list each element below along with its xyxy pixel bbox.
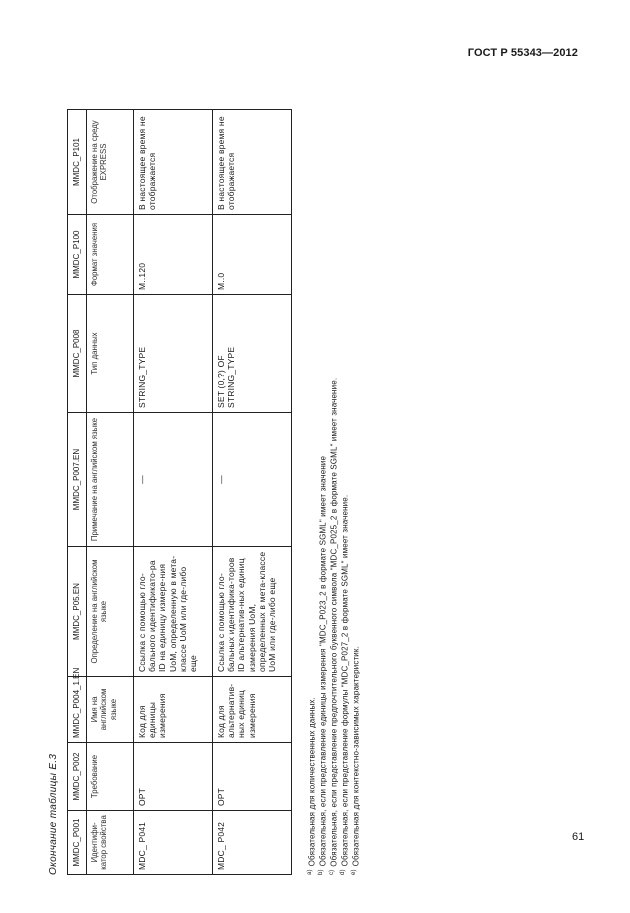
table-row [134,110,213,875]
code-cell: MMDC_P008 [68,295,87,413]
code-cell: MMDC_P002 [68,743,87,811]
table-footnotes [305,110,360,875]
table-cell: В настоящее время не отображается [213,110,292,215]
code-cell: MMDC_P101 [68,110,87,215]
table-cell: Код для единицы измерения [134,677,213,743]
header-cell: Примечание на английском языке [87,413,134,547]
code-row [68,110,87,875]
rotated-table-block [45,110,385,875]
table-cell: Ссылка с помощью гло-бального идентификато-ра ID на единицу измере-ния UoM, определенную в мета-классе UoM или где-либо еще [134,547,213,677]
code-cell: MMDC_P007.EN [68,413,87,547]
code-cell: MMDC_P05.EN [68,547,87,677]
header-cell: Отображение на среду EXPRESS [87,110,134,215]
table-cell: M..0 [213,215,292,295]
footnote: $^{c)}$Обязательная, если представление предпочтительного буквенного символа "MDC_P025_2 в формате SGML" имеет значение. [329,377,339,875]
table-cell: MDC_ P041 [134,811,213,875]
header-cell: Тип данных [87,295,134,413]
table-cell: STRING_TYPE [134,295,213,413]
footnote: $^{e)}$Обязательная для контекстно-зависимых характеристик. [351,646,361,875]
standard-number: ГОСТ Р 55343—2012 [467,47,578,59]
header-cell: Определение на английском языке [87,547,134,677]
table-cell: Код для альтернатив-ных единиц измерения [213,677,292,743]
header-row [87,110,134,875]
table-cell: — [134,413,213,547]
table-cell: MDC_ P042 [213,811,292,875]
table-cell: В настоящее время не отображается [134,110,213,215]
table-cell: — [213,413,292,547]
header-cell: Формат значения [87,215,134,295]
page-number: 61 [572,831,585,843]
header-cell: Имя на английском языке [87,677,134,743]
code-cell: MMDC_P100 [68,215,87,295]
table-cell: SET (0,?) OF STRING_TYPE [213,295,292,413]
footnote: $^{d)}$Обязательная, если представление формулы "MDC_P027_2 в формате SGML" имеет значение. [340,494,350,875]
footnote: $^{b)}$Обязательная, если представление единицы измерения "MDC_P023_2 в формате SGML" имеет значение [318,455,328,875]
header-cell: Требование [87,743,134,811]
property-table [67,109,292,875]
footnote: $^{a)}$Обязательная для количественных данных. [307,697,317,875]
table-cell: Ссылка с помощью гло-бальных идентифика-торов ID альтернатив-ных единиц измерения UoM, определенных в мета-классе UoM или где-либо еще [213,547,292,677]
table-cell: OPT [213,743,292,811]
table-caption: Окончание таблицы Е.3 [48,753,59,875]
code-cell: MMDC_P001 [68,811,87,875]
table-row [213,110,292,875]
header-cell: Идентифи-катор свойства [87,811,134,875]
table-cell: M..120 [134,215,213,295]
table-cell: OPT [134,743,213,811]
code-cell: MMDC_P004_1.EN [68,677,87,743]
